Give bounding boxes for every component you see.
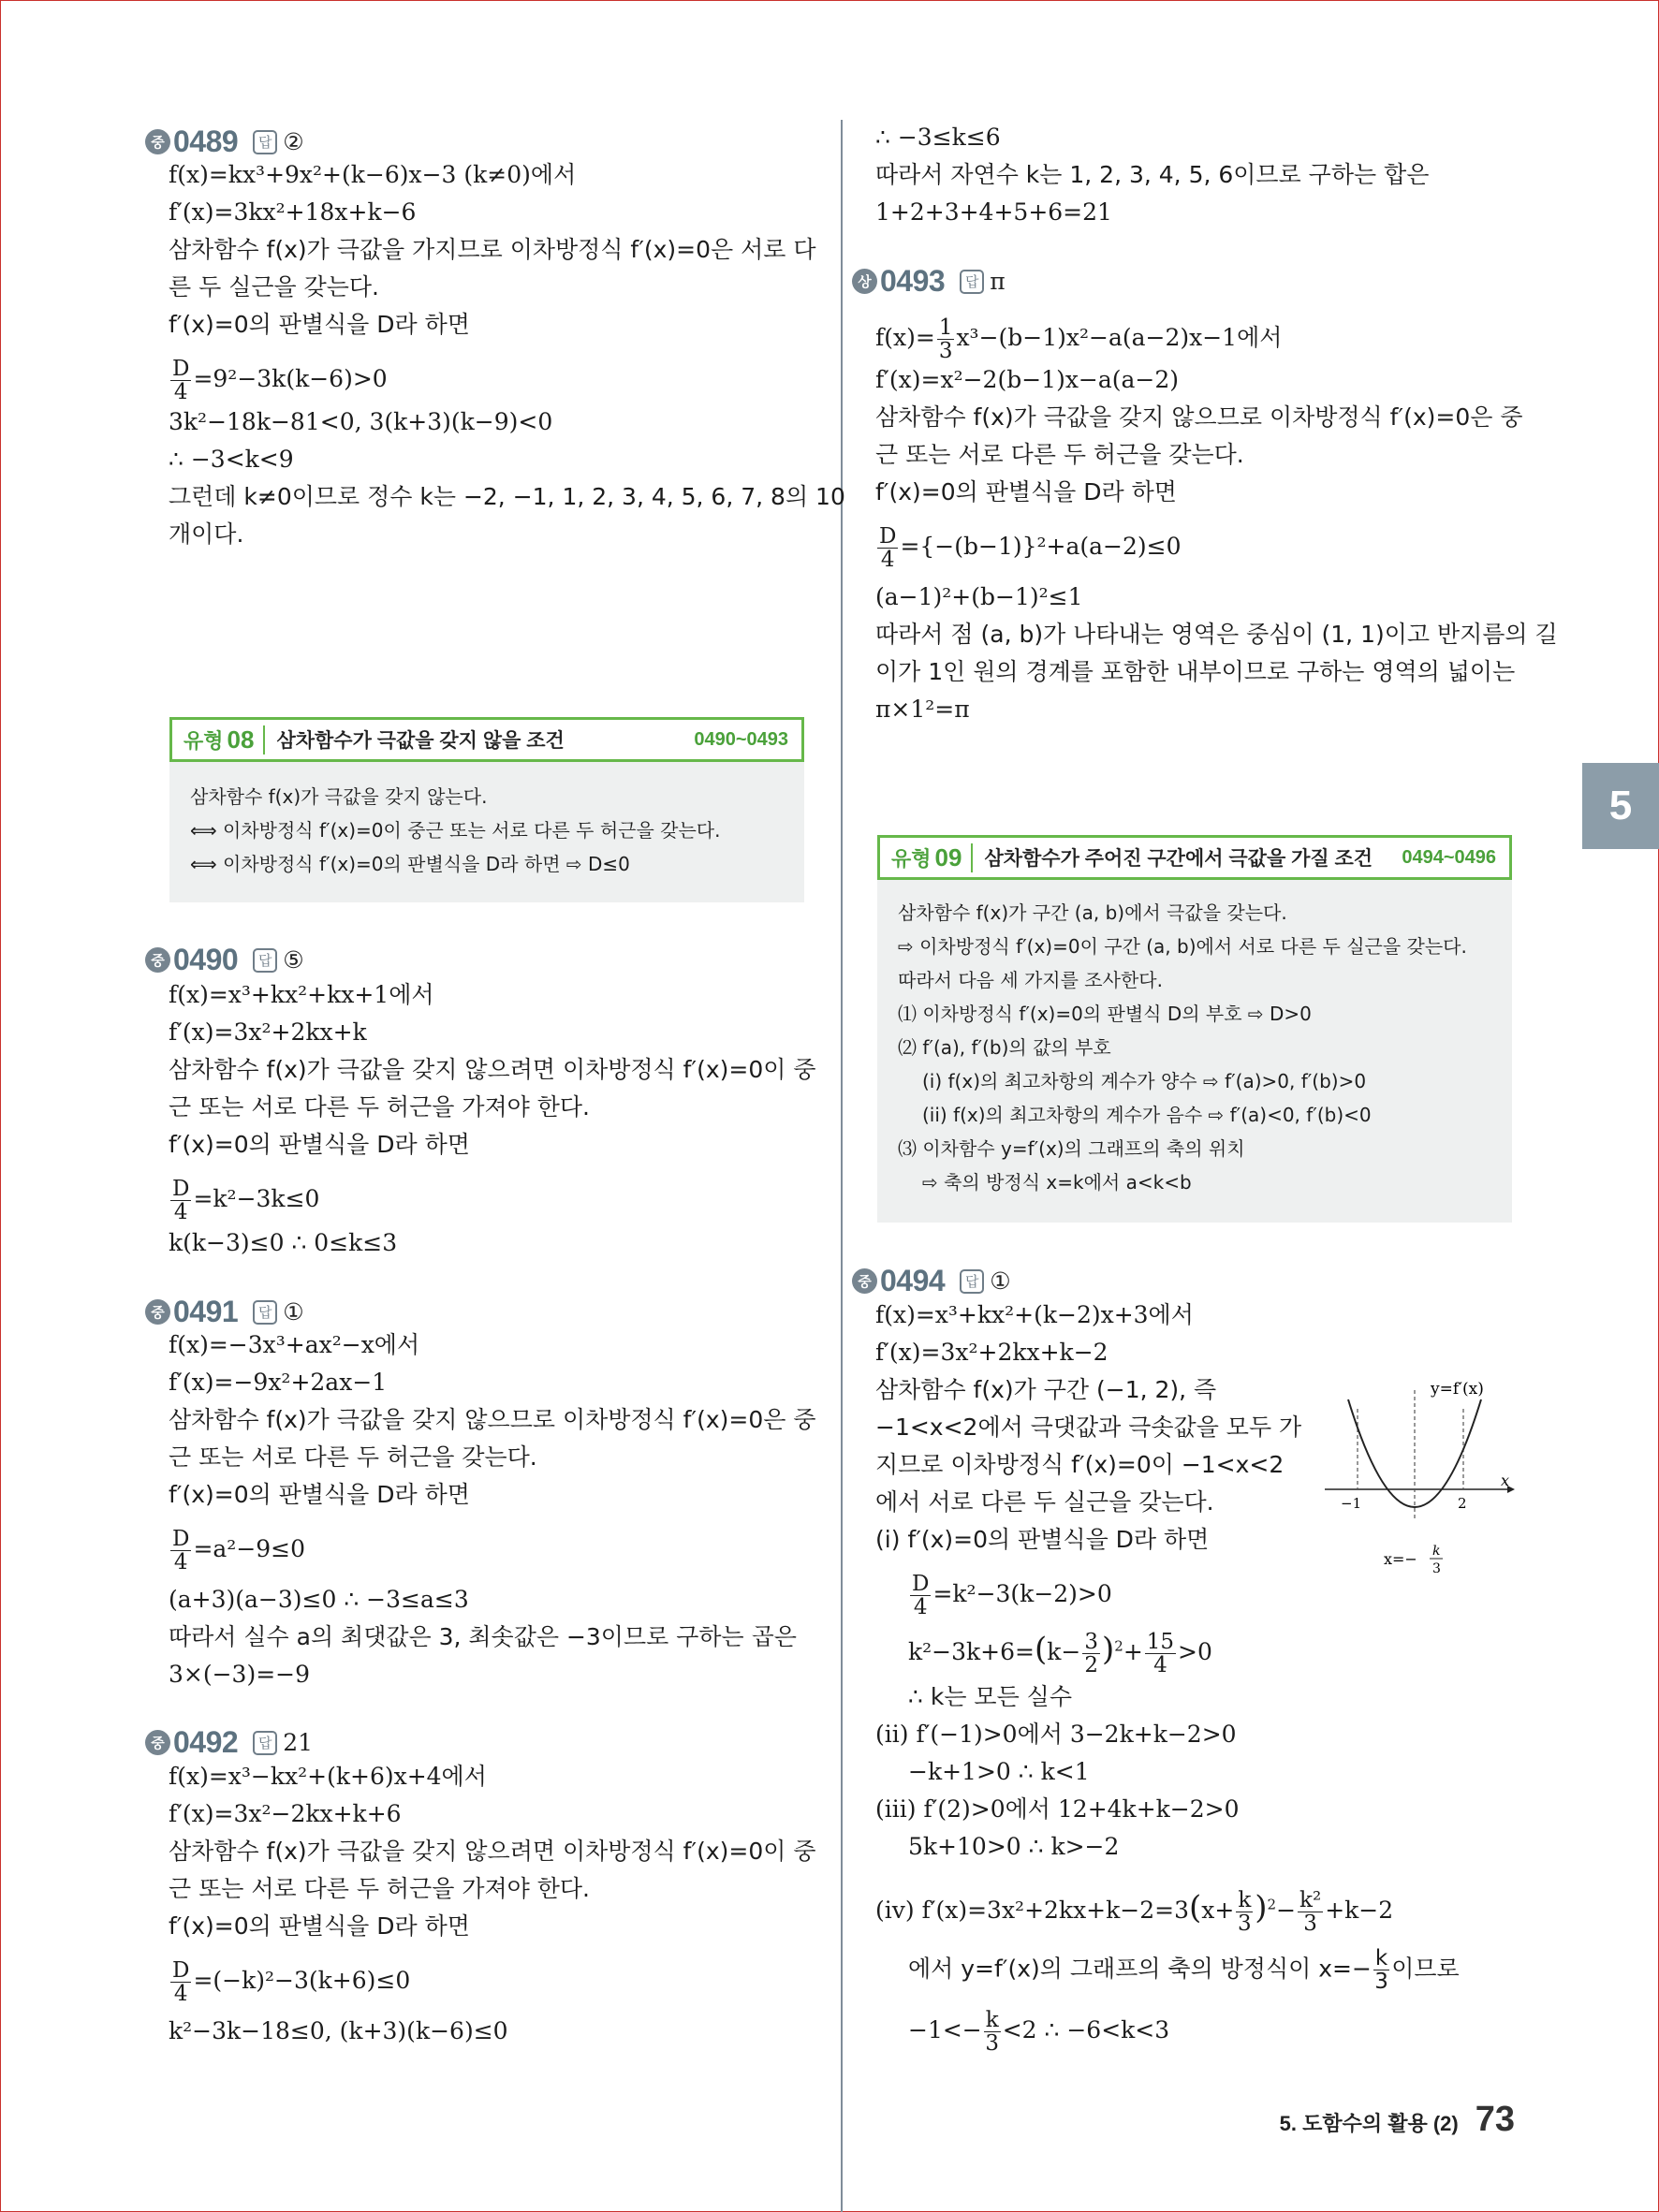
- solution-line: 1+2+3+4+5+6=21: [875, 198, 1112, 226]
- level-badge: 중: [145, 1730, 170, 1755]
- expr-right: <2 ∴ −6<k<3: [1002, 2016, 1170, 2044]
- level-badge: 상: [852, 269, 877, 294]
- fraction: [877, 525, 898, 571]
- solution-line: ∴ −3<k<9: [169, 446, 294, 473]
- problem-0491-header: [145, 1295, 304, 1329]
- denominator: 4: [173, 1550, 188, 1575]
- numerator: D: [172, 1177, 190, 1201]
- chapter-side-tab: 5: [1582, 763, 1659, 849]
- answer-tag: 답: [253, 1300, 277, 1325]
- expr-left: (iv) f′(x)=3x²+2kx+k−2=3: [875, 1897, 1189, 1924]
- numerator: k²: [1299, 1888, 1322, 1912]
- expr-left: 에서 y=f′(x)의 그래프의 축의 방정식이 x=−: [908, 1955, 1372, 1983]
- solution-line-complete-square: k²−3k+6=(k− $\frac{3}{2}$ )$^2$+ $\frac{15}{4}$ >0: [908, 1630, 1212, 1677]
- solution-line-fraction: [875, 525, 1182, 571]
- axis-label: x=−: [1384, 1550, 1417, 1568]
- numerator: D: [172, 357, 190, 381]
- solution-line: 삼차함수 f(x)가 극값을 갖지 않으려면 이차방정식 f′(x)=0이 중: [169, 1056, 816, 1083]
- solution-line: k(k−3)≤0 ∴ 0≤k≤3: [169, 1229, 398, 1256]
- problem-number: 0492: [173, 1725, 239, 1759]
- fraction: [937, 316, 955, 362]
- solution-line: f(x)=−3x³+ax²−x에서: [169, 1331, 420, 1358]
- parabola-graph: [1320, 1371, 1517, 1582]
- answer-value: ①: [283, 1298, 304, 1326]
- answer-value: ⑤: [283, 946, 304, 974]
- numerator: D: [912, 1572, 930, 1596]
- right-tick-label: 2: [1458, 1495, 1467, 1512]
- solution-line: f′(x)=0의 판별식을 D라 하면: [169, 311, 470, 338]
- solution-line: f′(x)=0의 판별식을 D라 하면: [169, 1912, 470, 1940]
- fraction: [1236, 1889, 1253, 1935]
- solution-line: −k+1>0 ∴ k<1: [908, 1758, 1090, 1785]
- solution-line-vertex-form: (iv) f′(x)=3x²+2kx+k−2=3(x+ $\frac{k}{3}$ )$^2$− $\frac{\text{k²}}{3}$ +k−2: [875, 1888, 1394, 1936]
- numerator: D: [172, 1958, 190, 1983]
- fraction: [170, 1528, 191, 1574]
- solution-line: 삼차함수 f(x)가 극값을 갖지 않으므로 이차방정식 f′(x)=0은 중: [169, 1406, 816, 1433]
- solution-line: −1<x<2에서 극댓값과 극솟값을 모두 가: [875, 1414, 1302, 1441]
- fraction: [984, 2009, 1001, 2055]
- solution-line: 근 또는 서로 다른 두 허근을 갖는다.: [169, 1443, 537, 1471]
- fraction-rhs: =k²−3(k−2)>0: [932, 1580, 1112, 1607]
- problem-0490-header: [145, 943, 304, 977]
- type08-header: [169, 717, 804, 762]
- exponent: 2: [1267, 1896, 1277, 1913]
- type08-line: 삼차함수 f(x)가 극값을 갖지 않는다.: [190, 785, 488, 808]
- exponent: 2: [1114, 1637, 1123, 1655]
- type09-line: (i) f(x)의 최고차항의 계수가 양수 ⇨ f′(a)>0, f′(b)>0: [922, 1070, 1367, 1092]
- axis-label-k: k: [1432, 1544, 1441, 1559]
- denominator: 3: [985, 2031, 1000, 2056]
- solution-line: 에서 서로 다른 두 실근을 갖는다.: [875, 1488, 1214, 1516]
- denominator: 4: [173, 380, 188, 404]
- answer-value: ②: [283, 128, 304, 155]
- numerator: 3: [1084, 1630, 1098, 1654]
- solution-line: 따라서 자연수 k는 1, 2, 3, 4, 5, 6이므로 구하는 합은: [875, 161, 1430, 188]
- solution-line: f′(x)=−9x²+2ax−1: [169, 1369, 388, 1396]
- page-number: 73: [1475, 2100, 1515, 2139]
- fraction-rhs: =(−k)²−3(k+6)≤0: [193, 1967, 411, 1994]
- type-number: 08: [228, 725, 266, 754]
- solution-line: (iii) f′(2)>0에서 12+4k+k−2>0: [875, 1795, 1240, 1823]
- denominator: 4: [1153, 1653, 1167, 1677]
- solution-line: 근 또는 서로 다른 두 허근을 가져야 한다.: [169, 1875, 590, 1902]
- solution-line: 지므로 이차방정식 f′(x)=0이 −1<x<2: [875, 1451, 1285, 1478]
- solution-line: f′(x)=3x²+2kx+k−2: [875, 1339, 1108, 1366]
- solution-line-fraction: [875, 316, 1282, 362]
- solution-line: f′(x)=x²−2(b−1)x−a(a−2): [875, 366, 1180, 393]
- solution-line: f(x)=x³−kx²+(k+6)x+4에서: [169, 1763, 487, 1790]
- solution-line-fraction: [908, 1947, 1460, 1993]
- fraction: [1373, 1947, 1389, 1993]
- solution-line: 그런데 k≠0이므로 정수 k는 −2, −1, 1, 2, 3, 4, 5, 6, 7, 8의 10: [169, 483, 845, 510]
- type08-line: ⟺ 이차방정식 f′(x)=0이 중근 또는 서로 다른 두 허근을 갖는다.: [190, 819, 721, 842]
- solution-line-fraction: [169, 1528, 305, 1574]
- solution-line: 삼차함수 f(x)가 극값을 가지므로 이차방정식 f′(x)=0은 서로 다: [169, 236, 816, 263]
- solution-line-fraction: [169, 1178, 319, 1223]
- type09-line: ⑴ 이차방정식 f′(x)=0의 판별식 D의 부호 ⇨ D>0: [898, 1003, 1312, 1025]
- type09-line: 따라서 다음 세 가지를 조사한다.: [898, 969, 1163, 991]
- solution-line: (a+3)(a−3)≤0 ∴ −3≤a≤3: [169, 1586, 469, 1613]
- type08-box: [169, 717, 804, 902]
- solution-line: ∴ −3≤k≤6: [875, 124, 1001, 151]
- numerator: k: [1374, 1946, 1388, 1970]
- solution-line: 따라서 실수 a의 최댓값은 3, 최솟값은 −3이므로 구하는 곱은: [169, 1623, 797, 1650]
- numerator: D: [879, 524, 897, 549]
- fraction-rhs: =9²−3k(k−6)>0: [193, 365, 388, 392]
- type09-line: ⇨ 축의 방정식 x=k에서 a<k<b: [922, 1171, 1192, 1194]
- problem-0494-header: [852, 1264, 1011, 1298]
- solution-line: 삼차함수 f(x)가 구간 (−1, 2), 즉: [875, 1376, 1217, 1403]
- solution-line: ∴ k는 모든 실수: [908, 1683, 1072, 1710]
- problem-0489-header: [145, 125, 304, 159]
- paren: ): [1102, 1631, 1115, 1668]
- solution-line: 근 또는 서로 다른 두 허근을 갖는다.: [875, 441, 1244, 468]
- type09-header: [877, 835, 1512, 880]
- fraction-rhs: ={−(b−1)}²+a(a−2)≤0: [900, 533, 1182, 560]
- type09-line: ⑶ 이차함수 y=f′(x)의 그래프의 축의 위치: [898, 1137, 1245, 1160]
- solution-line: 삼차함수 f(x)가 극값을 갖지 않으므로 이차방정식 f′(x)=0은 중: [875, 403, 1523, 431]
- solution-line: f′(x)=0의 판별식을 D라 하면: [169, 1481, 470, 1508]
- problem-0493-header: [852, 264, 1006, 299]
- expr-left: f(x)=: [875, 324, 935, 351]
- numerator: k: [985, 2008, 999, 2032]
- problem-0492-header: [145, 1725, 313, 1760]
- answer-tag: 답: [253, 948, 277, 973]
- level-badge: 중: [145, 1299, 170, 1325]
- solution-line: 3×(−3)=−9: [169, 1661, 311, 1688]
- type09-line: (ii) f(x)의 최고차항의 계수가 음수 ⇨ f′(a)<0, f′(b)<0: [922, 1104, 1372, 1126]
- solution-line: f′(x)=0의 판별식을 D라 하면: [875, 478, 1177, 505]
- solution-line: f(x)=x³+kx²+kx+1에서: [169, 981, 434, 1008]
- expr-left: k²−3k+6=: [908, 1638, 1035, 1665]
- solution-line: 른 두 실근을 갖는다.: [169, 273, 379, 300]
- problem-number: 0490: [173, 943, 239, 976]
- denominator: 2: [1084, 1653, 1098, 1677]
- numerator: D: [172, 1527, 190, 1551]
- expr-right: x³−(b−1)x²−a(a−2)x−1에서: [956, 324, 1283, 351]
- paren: (: [1189, 1889, 1202, 1926]
- answer-value: 21: [283, 1729, 313, 1756]
- answer-value: ①: [990, 1267, 1011, 1295]
- paren: ): [1255, 1889, 1268, 1926]
- chapter-title: 5. 도함수의 활용 (2): [1279, 2112, 1459, 2135]
- numerator: 15: [1146, 1630, 1175, 1654]
- solution-line: (a−1)²+(b−1)²≤1: [875, 583, 1083, 610]
- solution-line: 삼차함수 f(x)가 극값을 갖지 않으려면 이차방정식 f′(x)=0이 중: [169, 1838, 816, 1865]
- denominator: 4: [173, 1982, 188, 2006]
- answer-tag: 답: [253, 1731, 277, 1755]
- solution-line: 이가 1인 원의 경계를 포함한 내부이므로 구하는 영역의 넓이는: [875, 658, 1516, 685]
- answer-tag: 답: [960, 270, 984, 294]
- type08-line: ⟺ 이차방정식 f′(x)=0의 판별식을 D라 하면 ⇨ D≤0: [190, 853, 630, 875]
- type-label: 유형: [891, 846, 932, 871]
- solution-line: f′(x)=0의 판별식을 D라 하면: [169, 1131, 470, 1158]
- column-divider: [841, 120, 843, 2212]
- denominator: 3: [1237, 1912, 1252, 1936]
- solution-line: (i) f′(x)=0의 판별식을 D라 하면: [875, 1526, 1210, 1553]
- axis-label-three: 3: [1432, 1561, 1441, 1576]
- level-badge: 중: [852, 1268, 877, 1294]
- paren: (: [1034, 1631, 1048, 1668]
- fraction: [910, 1573, 931, 1619]
- fraction-rhs: =k²−3k≤0: [193, 1185, 320, 1212]
- fraction: [1145, 1631, 1176, 1677]
- solution-line: 근 또는 서로 다른 두 허근을 가져야 한다.: [169, 1093, 590, 1121]
- fraction: [170, 1959, 191, 2005]
- solution-line: f′(x)=3kx²+18x+k−6: [169, 198, 417, 226]
- answer-tag: 답: [253, 130, 277, 154]
- denominator: 3: [938, 339, 953, 363]
- level-badge: 중: [145, 129, 170, 154]
- solution-line: f′(x)=3x²−2kx+k+6: [169, 1800, 402, 1827]
- numerator: 1: [938, 315, 953, 340]
- problem-number: 0491: [173, 1295, 239, 1328]
- type09-line: 삼차함수 f(x)가 구간 (a, b)에서 극값을 갖는다.: [898, 901, 1287, 924]
- fraction: [1298, 1889, 1323, 1935]
- denominator: 3: [1374, 1970, 1388, 1994]
- solution-line: f(x)=kx³+9x²+(k−6)x−3 (k≠0)에서: [169, 161, 577, 188]
- type09-line: ⇨ 이차방정식 f′(x)=0이 구간 (a, b)에서 서로 다른 두 실근을 갖는다.: [898, 935, 1467, 958]
- type-label: 유형: [184, 728, 224, 753]
- left-tick-label: −1: [1341, 1495, 1362, 1512]
- type-title: 삼차함수가 극값을 갖지 않을 조건: [276, 730, 565, 752]
- problem-number: 0489: [173, 125, 239, 158]
- solution-line-fraction: [908, 1573, 1112, 1619]
- solution-line: π×1²=π: [875, 696, 970, 723]
- numerator: k: [1238, 1888, 1252, 1912]
- denominator: 4: [880, 548, 895, 572]
- denominator: 4: [913, 1595, 928, 1619]
- x-label: x: [1501, 1472, 1510, 1489]
- solution-line: 따라서 점 (a, b)가 나타내는 영역은 중심이 (1, 1)이고 반지름의 길: [875, 621, 1558, 648]
- type-title: 삼차함수가 주어진 구간에서 극값을 가질 조건: [984, 848, 1373, 870]
- denominator: 3: [1303, 1912, 1317, 1936]
- solution-line: (ii) f′(−1)>0에서 3−2k+k−2>0: [875, 1721, 1237, 1748]
- type-range: 0494~0496: [1402, 846, 1496, 868]
- expr-left: −1<−: [908, 2016, 982, 2044]
- expr-right: 이므로: [1391, 1955, 1460, 1983]
- type09-box: [877, 835, 1512, 1223]
- problem-number: 0493: [880, 264, 946, 298]
- solution-line: f′(x)=3x²+2kx+k: [169, 1018, 367, 1046]
- fraction-rhs: =a²−9≤0: [193, 1535, 306, 1562]
- fraction: [1082, 1631, 1100, 1677]
- answer-value: π: [990, 268, 1006, 295]
- curve-label: y=f′(x): [1431, 1380, 1484, 1399]
- solution-line-fraction: [908, 2009, 1169, 2055]
- solution-line: f(x)=x³+kx²+(k−2)x+3에서: [875, 1301, 1194, 1328]
- type-number: 09: [935, 843, 974, 872]
- solution-line: k²−3k−18≤0, (k+3)(k−6)≤0: [169, 2017, 508, 2044]
- denominator: 4: [173, 1200, 188, 1224]
- fraction: [170, 358, 191, 403]
- page-footer: [1280, 2100, 1515, 2140]
- solution-line: 5k+10>0 ∴ k>−2: [908, 1833, 1120, 1860]
- type-range: 0490~0493: [694, 728, 788, 750]
- type09-line: ⑵ f′(a), f′(b)의 값의 부호: [898, 1036, 1111, 1059]
- level-badge: 중: [145, 947, 170, 973]
- problem-number: 0494: [880, 1264, 946, 1297]
- answer-tag: 답: [960, 1269, 984, 1294]
- fraction: [170, 1178, 191, 1223]
- solution-line: 개이다.: [169, 520, 244, 548]
- solution-line-fraction: [169, 358, 388, 403]
- solution-line-fraction: [169, 1959, 410, 2005]
- solution-line: 3k²−18k−81<0, 3(k+3)(k−9)<0: [169, 408, 553, 435]
